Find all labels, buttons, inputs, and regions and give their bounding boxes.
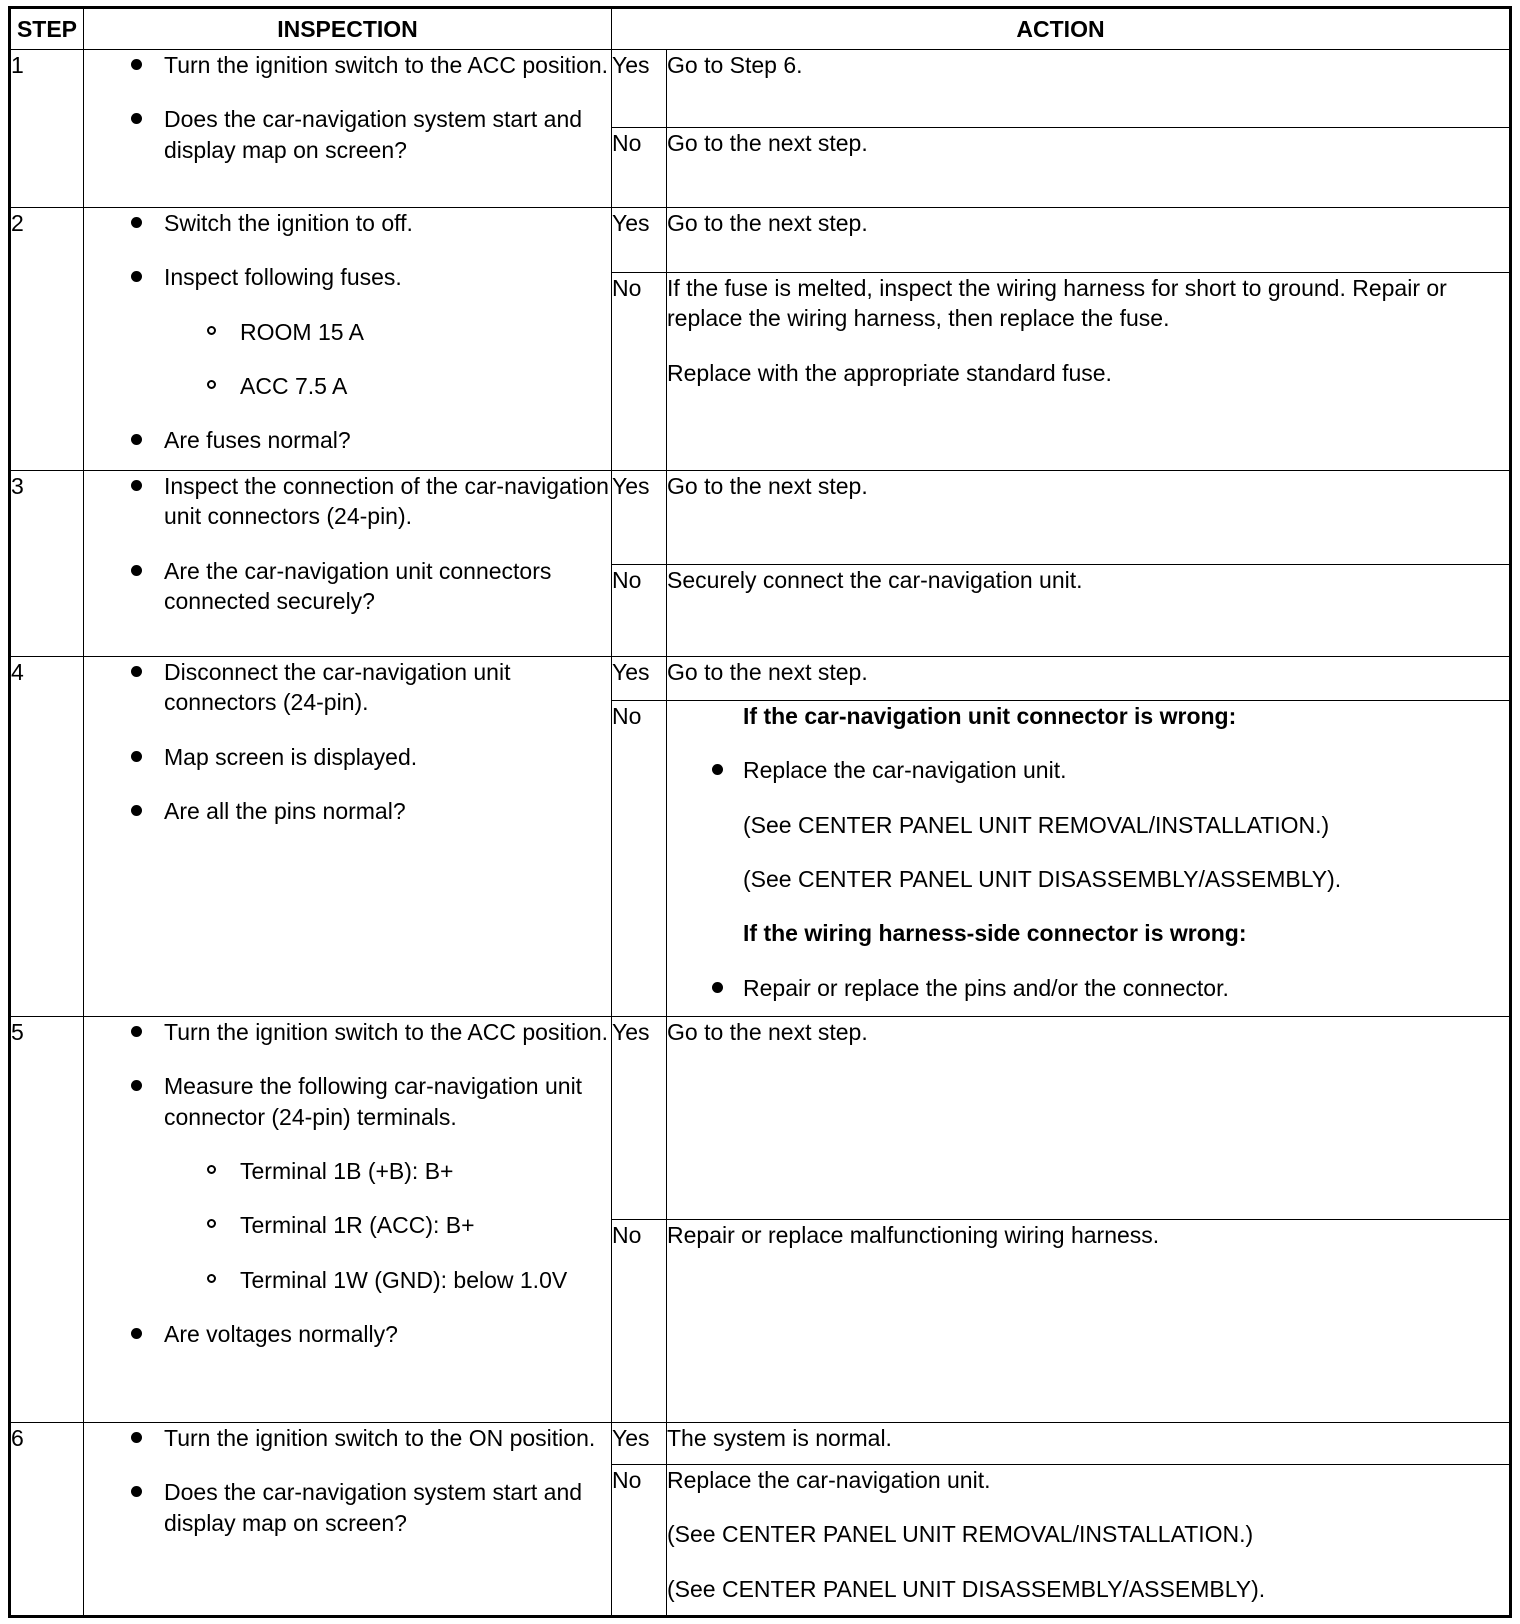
inspection-item: Turn the ignition switch to the ON position. xyxy=(84,1423,611,1453)
action-header: ACTION xyxy=(612,8,1511,50)
inspection-item: Are voltages normally? xyxy=(84,1319,611,1349)
bullet-icon xyxy=(131,805,142,816)
bullet-icon xyxy=(131,217,142,228)
no-action xyxy=(667,1465,1511,1617)
yes-action: Go to Step 6. xyxy=(667,50,1511,128)
no-action xyxy=(667,273,1511,471)
circle-bullet-icon xyxy=(207,380,216,389)
yes-label: Yes xyxy=(612,208,667,273)
action-paragraph: Replace the car-navigation unit. xyxy=(667,1467,991,1493)
inspection-subitem: ROOM 15 A xyxy=(84,317,611,347)
inspection-item: Inspect the connection of the car-navigation unit connectors (24-pin). xyxy=(84,471,611,532)
bullet-icon xyxy=(131,1080,142,1091)
bullet-icon xyxy=(131,113,142,124)
no-label: No xyxy=(612,565,667,657)
action-paragraph: If the fuse is melted, inspect the wiring harness for short to ground. Repair or replace the wiring harness, then replace the fuse. xyxy=(667,275,1447,332)
inspection-item: Measure the following car-navigation unit connector (24-pin) terminals. xyxy=(84,1071,611,1132)
yes-label: Yes xyxy=(612,50,667,128)
inspection-cell xyxy=(84,657,612,1017)
step-number: 5 xyxy=(10,1017,84,1423)
yes-action: Go to the next step. xyxy=(667,1017,1511,1220)
step-number: 3 xyxy=(10,471,84,657)
no-action: Repair or replace malfunctioning wiring harness. xyxy=(667,1220,1511,1423)
bullet-icon xyxy=(131,1432,142,1443)
yes-label: Yes xyxy=(612,471,667,565)
yes-action: Go to the next step. xyxy=(667,657,1511,701)
table-row xyxy=(10,50,1511,128)
bullet-icon xyxy=(131,1328,142,1339)
bullet-icon xyxy=(131,565,142,576)
inspection-item: Map screen is displayed. xyxy=(84,742,611,772)
inspection-cell xyxy=(84,471,612,657)
table-row xyxy=(10,471,1511,565)
inspection-cell xyxy=(84,208,612,471)
circle-bullet-icon xyxy=(207,1219,216,1228)
step-number: 4 xyxy=(10,657,84,1017)
no-action xyxy=(667,701,1511,1017)
inspection-item: Does the car-navigation system start and display map on screen? xyxy=(84,104,611,165)
action-item: Replace the car-navigation unit. xyxy=(667,755,1509,785)
table-row xyxy=(10,1017,1511,1220)
step-number: 1 xyxy=(10,50,84,208)
no-action: Go to the next step. xyxy=(667,128,1511,208)
yes-label: Yes xyxy=(612,1017,667,1220)
bullet-icon xyxy=(712,982,723,993)
yes-label: Yes xyxy=(612,1423,667,1465)
yes-label: Yes xyxy=(612,657,667,701)
yes-action: The system is normal. xyxy=(667,1423,1511,1465)
step-number: 2 xyxy=(10,208,84,471)
yes-action: Go to the next step. xyxy=(667,471,1511,565)
inspection-item: Are the car-navigation unit connectors connected securely? xyxy=(84,556,611,617)
table-row xyxy=(10,657,1511,701)
reference-note: (See CENTER PANEL UNIT REMOVAL/INSTALLATION.) xyxy=(667,1521,1254,1548)
bullet-icon xyxy=(131,1026,142,1037)
no-label: No xyxy=(612,1465,667,1617)
circle-bullet-icon xyxy=(207,1274,216,1283)
no-label: No xyxy=(612,128,667,208)
no-label: No xyxy=(612,701,667,1017)
reference-note: (See CENTER PANEL UNIT REMOVAL/INSTALLATION.) xyxy=(743,811,1330,838)
inspection-item: Inspect following fuses. xyxy=(84,262,611,292)
bullet-icon xyxy=(131,480,142,491)
inspection-cell xyxy=(84,50,612,208)
bullet-icon xyxy=(131,59,142,70)
circle-bullet-icon xyxy=(207,1165,216,1174)
inspection-subitem: ACC 7.5 A xyxy=(84,371,611,401)
table-row xyxy=(10,208,1511,273)
inspection-subitem: Terminal 1W (GND): below 1.0V xyxy=(84,1265,611,1295)
no-label: No xyxy=(612,273,667,471)
inspection-item: Are fuses normal? xyxy=(84,425,611,455)
bullet-icon xyxy=(131,434,142,445)
inspection-item: Are all the pins normal? xyxy=(84,796,611,826)
table-row xyxy=(10,1423,1511,1465)
step-header: STEP xyxy=(10,8,84,50)
no-label: No xyxy=(612,1220,667,1423)
bullet-icon xyxy=(131,666,142,677)
inspection-cell xyxy=(84,1423,612,1617)
circle-bullet-icon xyxy=(207,326,216,335)
bullet-icon xyxy=(131,751,142,762)
bullet-icon xyxy=(131,1486,142,1497)
inspection-item: Switch the ignition to off. xyxy=(84,208,611,238)
reference-note: (See CENTER PANEL UNIT DISASSEMBLY/ASSEMBLY). xyxy=(743,866,1342,893)
inspection-item: Turn the ignition switch to the ACC position. xyxy=(84,50,611,80)
yes-action: Go to the next step. xyxy=(667,208,1511,273)
inspection-cell xyxy=(84,1017,612,1423)
troubleshooting-table xyxy=(8,6,1512,1618)
inspection-subitem: Terminal 1B (+B): B+ xyxy=(84,1156,611,1186)
condition-heading: If the car-navigation unit connector is wrong: xyxy=(743,703,1237,729)
action-paragraph: Replace with the appropriate standard fuse. xyxy=(667,359,1112,386)
no-action: Securely connect the car-navigation unit. xyxy=(667,565,1511,657)
condition-heading: If the wiring harness-side connector is wrong: xyxy=(743,920,1247,947)
step-number: 6 xyxy=(10,1423,84,1617)
header-row xyxy=(10,8,1511,50)
inspection-header: INSPECTION xyxy=(84,8,612,50)
action-item: Repair or replace the pins and/or the connector. xyxy=(667,973,1509,1003)
inspection-item: Turn the ignition switch to the ACC position. xyxy=(84,1017,611,1047)
bullet-icon xyxy=(131,271,142,282)
inspection-subitem: Terminal 1R (ACC): B+ xyxy=(84,1210,611,1240)
inspection-item: Disconnect the car-navigation unit connectors (24-pin). xyxy=(84,657,611,718)
inspection-item: Does the car-navigation system start and display map on screen? xyxy=(84,1477,611,1538)
reference-note: (See CENTER PANEL UNIT DISASSEMBLY/ASSEMBLY). xyxy=(667,1575,1266,1602)
bullet-icon xyxy=(712,764,723,775)
